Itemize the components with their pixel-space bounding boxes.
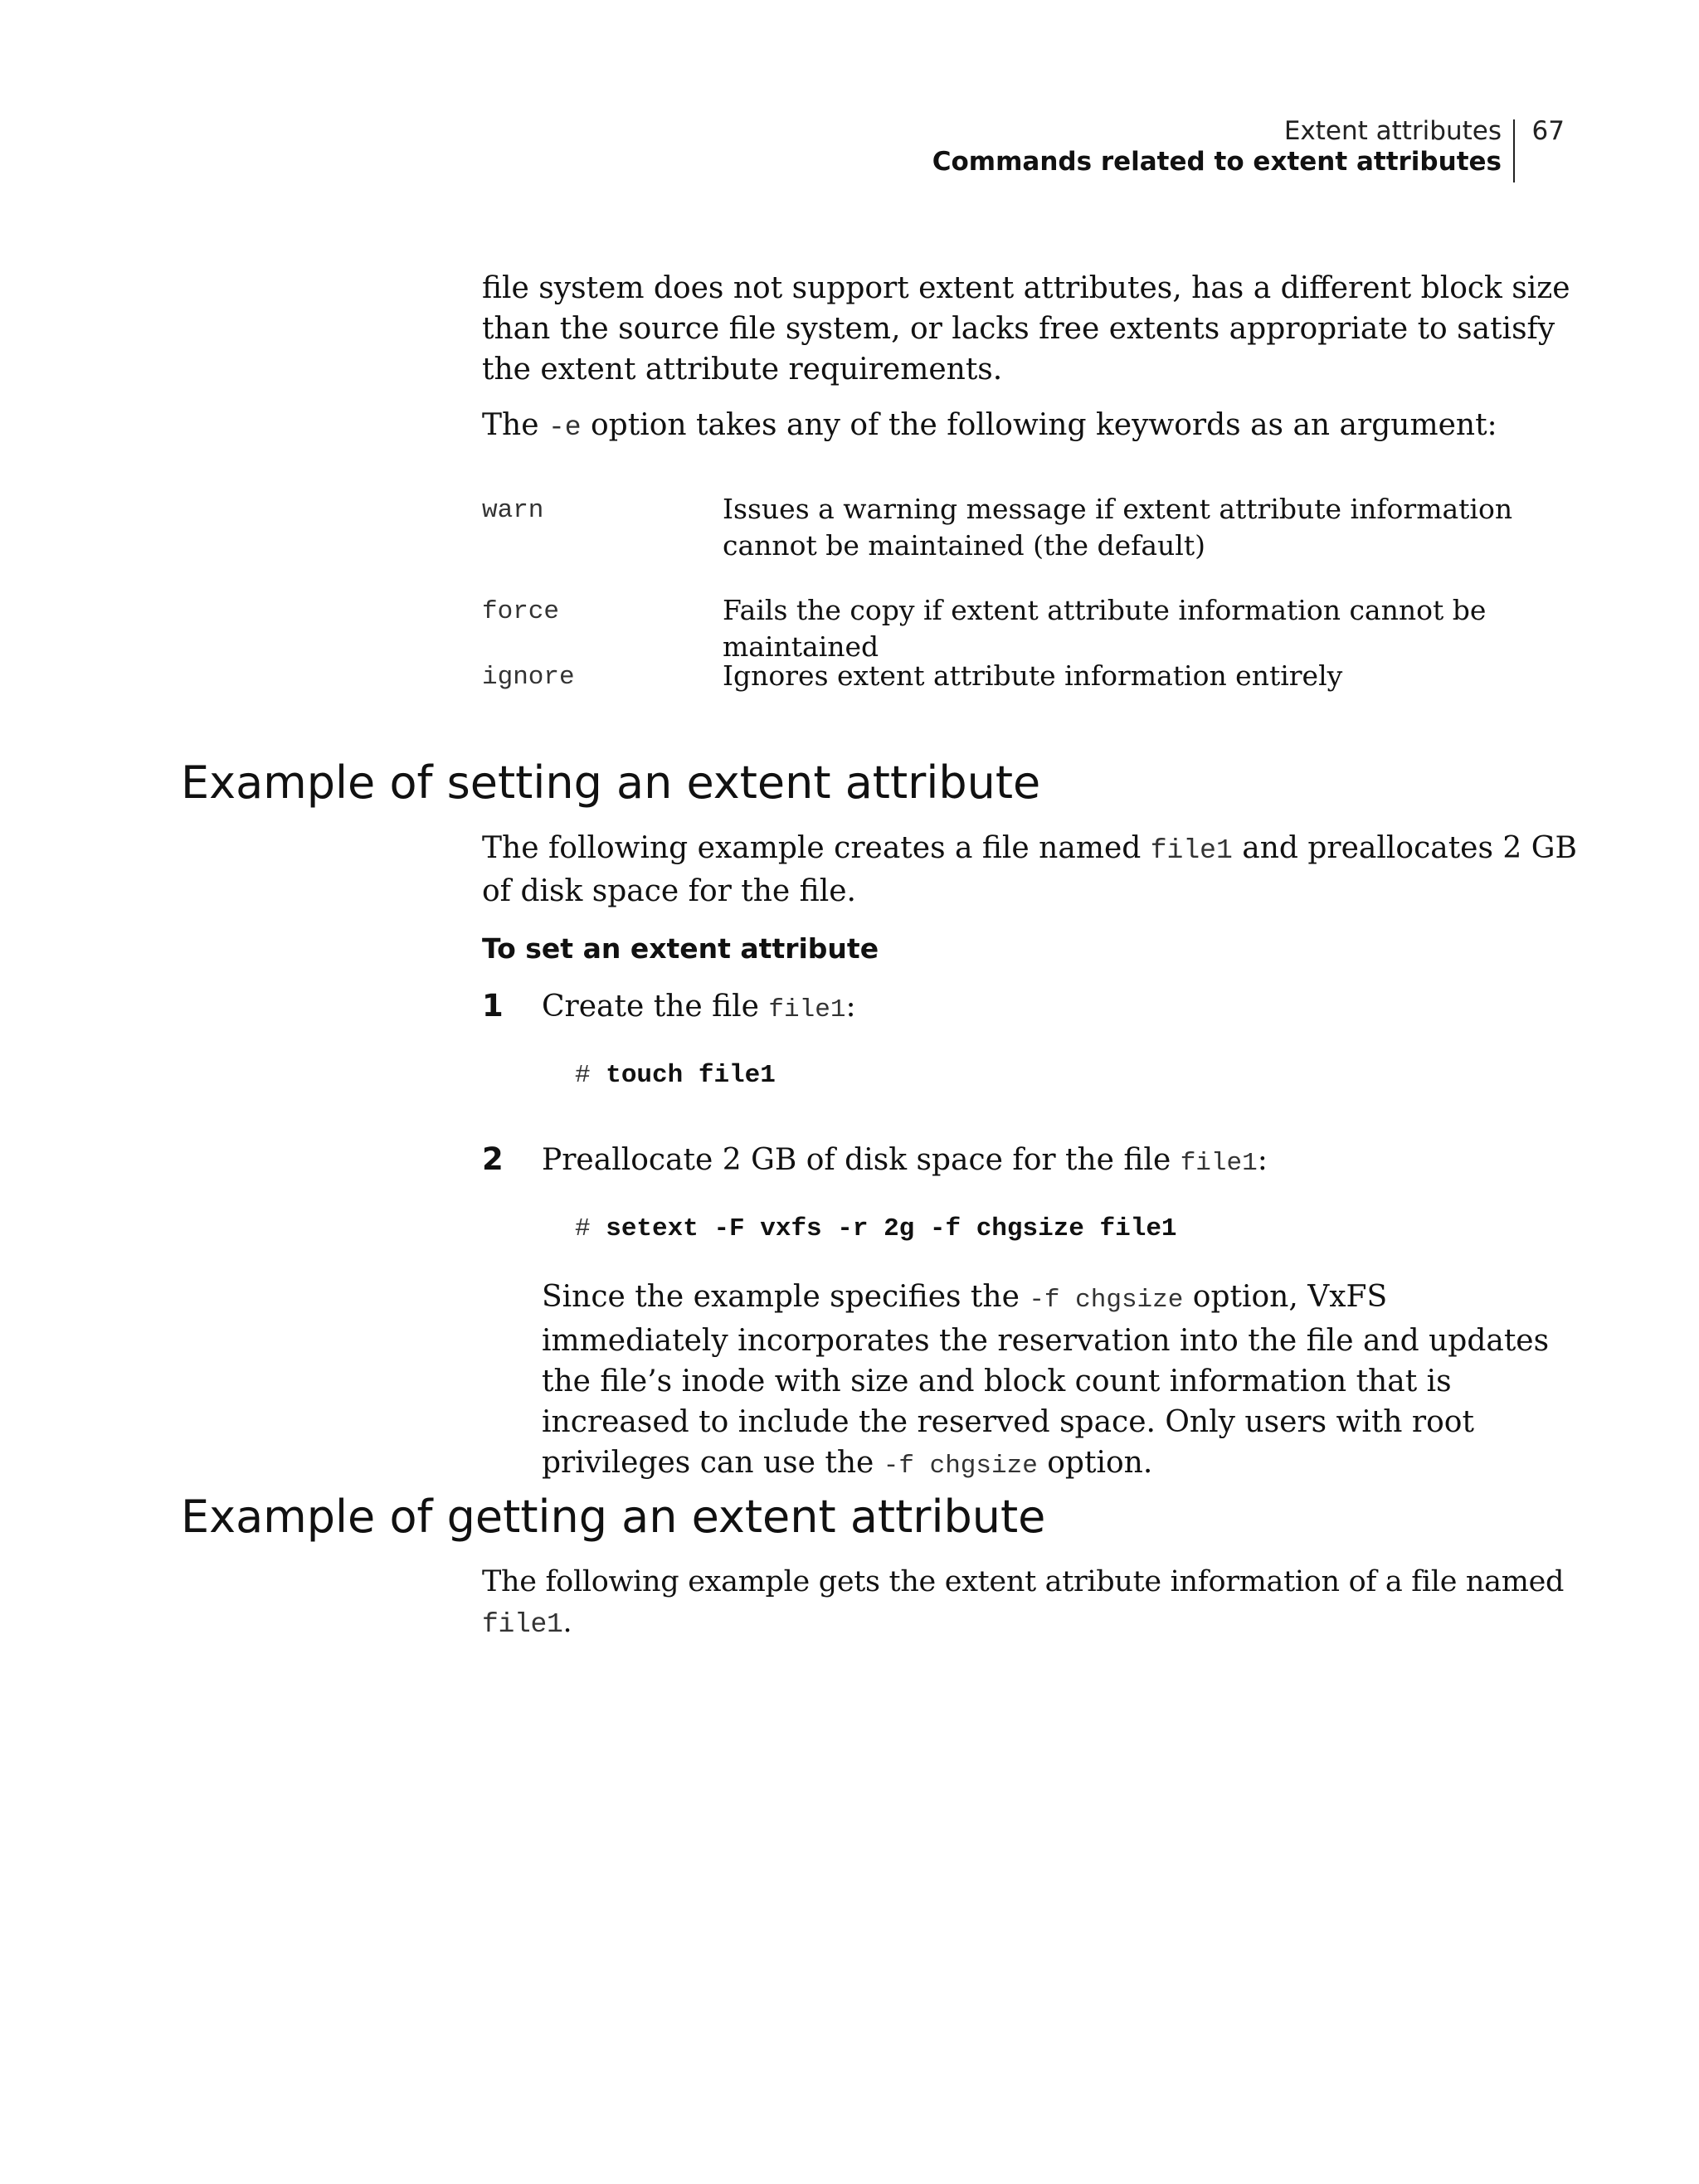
command-text: touch file1: [606, 1061, 776, 1090]
keyword-ignore-desc: Ignores extent attribute information entirely: [723, 659, 1343, 692]
keyword-ignore: ignore: [482, 663, 575, 692]
header-divider: [1513, 119, 1515, 182]
e-option-text-post: option takes any of the following keywords as an argument:: [581, 408, 1497, 442]
step-text-pre: Create the file: [542, 990, 769, 1024]
command-text: setext -F vxfs -r 2g -f chgsize file1: [606, 1214, 1177, 1243]
step-text-code: file1: [768, 995, 846, 1024]
step-number: 1: [482, 988, 504, 1024]
step-text-post: :: [1257, 1143, 1268, 1177]
running-header: [818, 116, 1565, 182]
keyword-force-desc: Fails the copy if extent attribute information cannot be maintained: [723, 594, 1487, 663]
note-code: -f chgsize: [1029, 1286, 1184, 1315]
section-heading-setting: Example of setting an extent attribute: [181, 756, 1041, 809]
note-text: option, VxFS immediately incorporates the reservation into the file and updates the file’s inode with size and block count information that is increased to include the reserved space. Only users with root privileges can use the: [542, 1280, 1550, 1480]
keyword-force: force: [482, 597, 560, 626]
procedure-title: To set an extent attribute: [482, 932, 879, 965]
getting-intro-post: .: [562, 1606, 572, 1639]
command-line: [575, 1061, 776, 1090]
setting-intro-code: file1: [1150, 835, 1233, 866]
note-code: -f chgsize: [883, 1452, 1038, 1481]
step-note-paragraph: [542, 1277, 1562, 1486]
e-option-paragraph: [482, 405, 1577, 448]
e-option-text-pre: The: [482, 408, 548, 442]
header-section-name: Extent attributes: [1283, 116, 1502, 146]
step-text-post: :: [845, 990, 856, 1024]
getting-intro-pre: The following example gets the extent atribute information of a file named: [482, 1565, 1565, 1598]
note-text: option.: [1037, 1446, 1153, 1480]
keyword-warn: warn: [482, 496, 544, 525]
shell-prompt: #: [575, 1061, 591, 1090]
intro-paragraph: file system does not support extent attributes, has a different block size than the source file system, or lacks free extents appropriate to satisfy the extent attribute requirements.: [482, 271, 1570, 387]
getting-intro-paragraph: [482, 1562, 1594, 1645]
step-text-pre: Preallocate 2 GB of disk space for the file: [542, 1143, 1181, 1177]
setting-intro-pre: The following example creates a file named: [482, 831, 1151, 865]
getting-intro-code: file1: [482, 1609, 563, 1640]
step-number: 2: [482, 1141, 504, 1177]
step-text: [542, 1140, 1579, 1184]
step-text: [542, 986, 1579, 1030]
setting-intro-paragraph: [482, 828, 1577, 912]
setting-intro-post: and preallocates 2 GB of disk space for the file.: [482, 831, 1577, 908]
note-text: Since the example specifies the: [542, 1280, 1030, 1314]
section-heading-getting: Example of getting an extent attribute: [181, 1491, 1046, 1543]
e-option-code: -e: [548, 412, 582, 443]
command-line: [575, 1214, 1177, 1243]
shell-prompt: #: [575, 1214, 591, 1243]
header-chapter-title: Commands related to extent attributes: [932, 147, 1502, 177]
step-text-code: file1: [1180, 1149, 1258, 1178]
page-number: 67: [1531, 116, 1565, 146]
keyword-warn-desc: Issues a warning message if extent attribute information cannot be maintained (the default): [723, 493, 1513, 562]
